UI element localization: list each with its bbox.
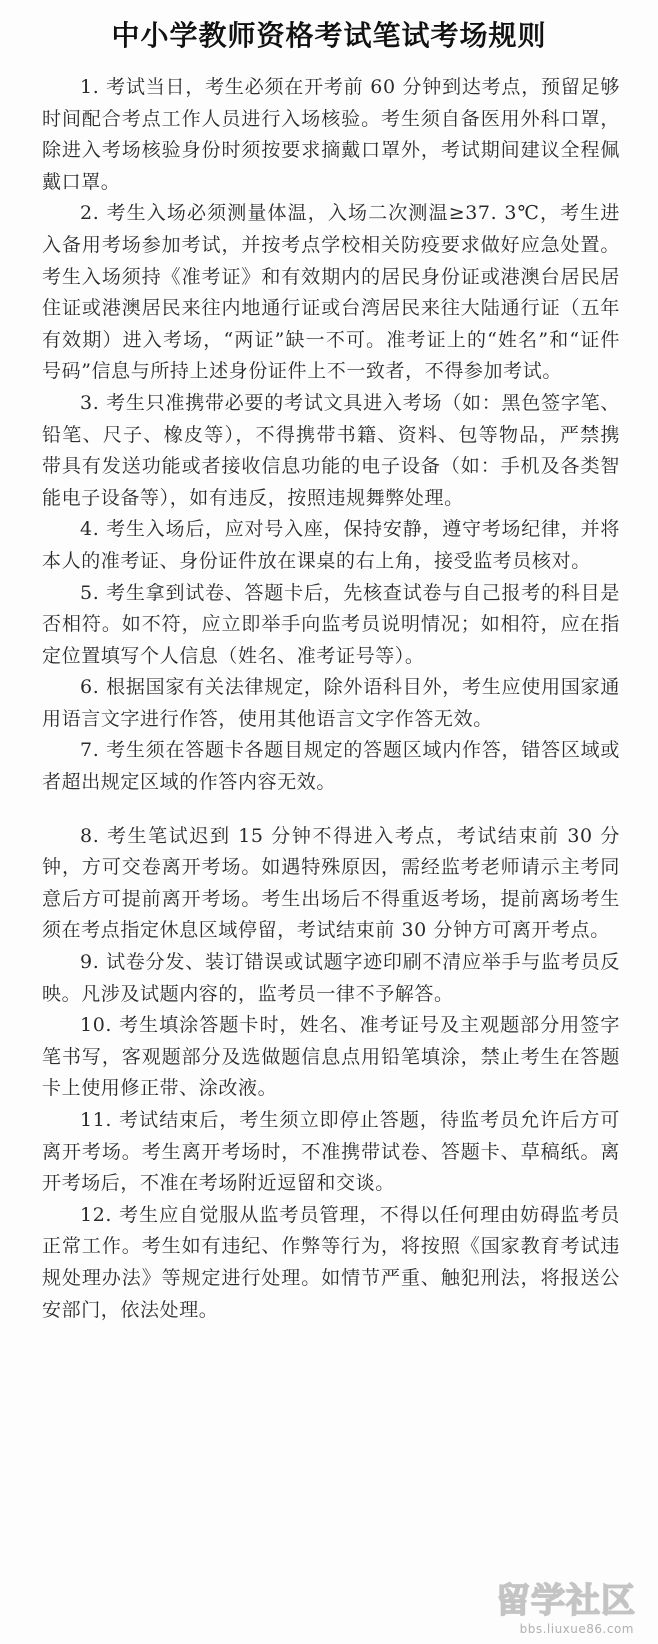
rule-item: 12. 考生应自觉服从监考员管理，不得以任何理由妨碍监考员正常工作。考生如有违纪、作弊等行为，将按照《国家教育考试违规处理办法》等规定进行处理。如情节严重、触犯刑法，将报送公安部门，依法处理。 — [42, 1203, 620, 1321]
rule-item: 5. 考生拿到试卷、答题卡后，先核查试卷与自己报考的科目是否相符。如不符，应立即举手向监考员说明情况；如相符，应在指定位置填写个人信息（姓名、准考证号等）。 — [42, 581, 620, 667]
rule-item: 8. 考生笔试迟到 15 分钟不得进入考点，考试结束前 30 分钟，方可交卷离开考场。如遇特殊原因，需经监考老师请示主考同意后方可提前离开考场。考生出场后不得重返考场，提前离场考生须在考点指定休息区域停留，考试结束前 30 分钟方可离开考点。 — [42, 824, 620, 942]
rule-item: 2. 考生入场必须测量体温，入场二次测温≥37. 3℃，考生进入备用考场参加考试，并按考点学校相关防疫要求做好应急处置。考生入场须持《准考证》和有效期内的居民身份证或港澳台居民居住证或港澳居民来往内地通行证或台湾居民来往大陆通行证（五年有效期）进入考场，“两证”缺一不可。准考证上的“姓名”和“证件号码”信息与所持上述身份证件上不一致者，不得参加考试。 — [42, 202, 620, 383]
document-title: 中小学教师资格考试笔试考场规则 — [111, 19, 547, 52]
rule-item: 6. 根据国家有关法律规定，除外语科目外，考生应使用国家通用语言文字进行作答，使用其他语言文字作答无效。 — [42, 676, 620, 730]
site-watermark — [488, 1576, 638, 1636]
watermark-logo-text: 留学社区 — [496, 1581, 636, 1618]
rule-item: 11. 考试结束后，考生须立即停止答题，待监考员允许后方可离开考场。考生离开考场时，不准携带试卷、答题卡、草稿纸。离开考场后，不准在考场附近逗留和交谈。 — [42, 1109, 620, 1195]
watermark-logo-icon — [488, 1576, 638, 1618]
rule-item: 10. 考生填涂答题卡时，姓名、准考证号及主观题部分用签字笔书写，客观题部分及选做题信息点用铅笔填涂，禁止考生在答题卡上使用修正带、涂改液。 — [42, 1014, 620, 1100]
watermark-url: bbs.liuxue86.com — [519, 1622, 634, 1636]
rule-item: 1. 考试当日，考生必须在开考前 60 分钟到达考点，预留足够时间配合考点工作人员进行入场核验。考生须自备医用外科口罩，除进入考场核验身份时须按要求摘戴口罩外，考试期间建议全程佩戴口罩。 — [42, 76, 620, 193]
rules-list — [42, 72, 620, 1326]
rule-item: 9. 试卷分发、装订错误或试题字迹印刷不清应举手与监考员反映。凡涉及试题内容的，监考员一律不予解答。 — [42, 951, 620, 1005]
rule-item: 4. 考生入场后，应对号入座，保持安静，遵守考场纪律，并将本人的准考证、身份证件放在课桌的右上角，接受监考员核对。 — [42, 518, 620, 572]
rule-item: 3. 考生只准携带必要的考试文具进入考场（如：黑色签字笔、铅笔、尺子、橡皮等），不得携带书籍、资料、包等物品，严禁携带具有发送功能或者接收信息功能的电子设备（如：手机及各类智能电子设备等），如有违反，按照违规舞弊处理。 — [42, 391, 620, 509]
rule-item: 7. 考生须在答题卡各题目规定的答题区域内作答，错答区域或者超出规定区域的作答内容无效。 — [42, 739, 620, 794]
